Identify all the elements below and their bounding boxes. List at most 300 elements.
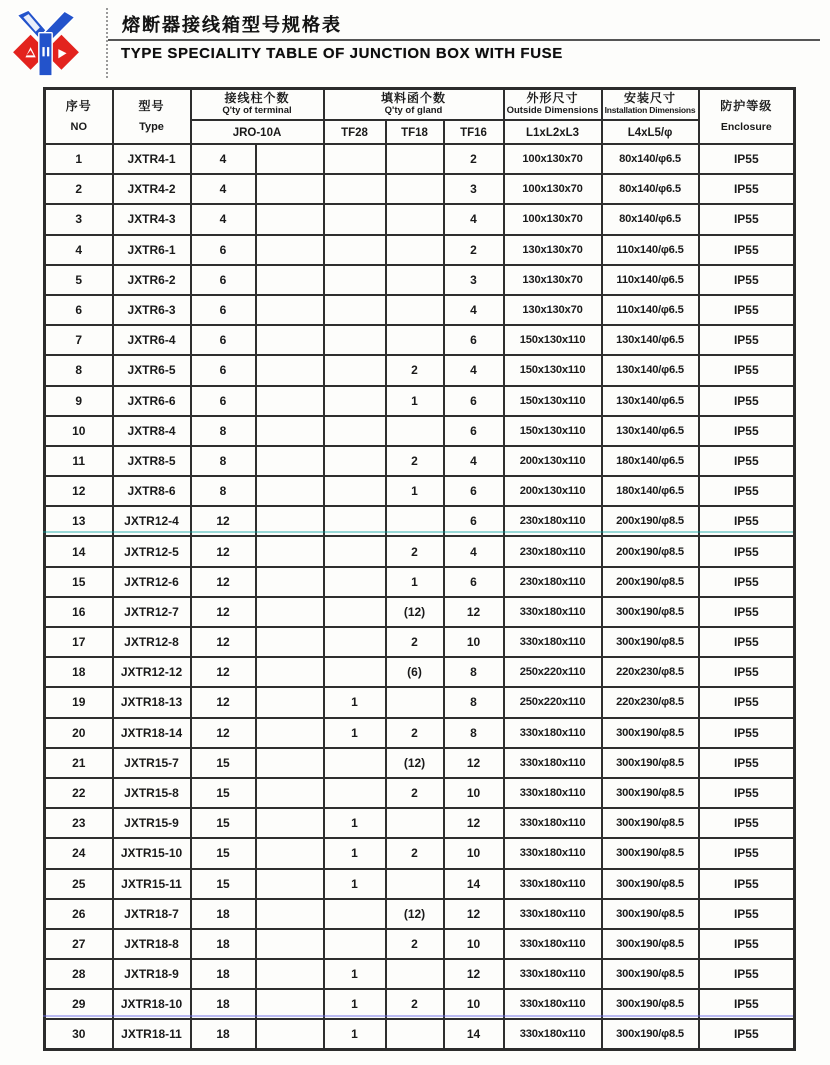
cell-tf16: 8 bbox=[444, 718, 504, 748]
cell-tf18: (12) bbox=[386, 597, 444, 627]
cell-terminal_b bbox=[256, 446, 324, 476]
cell-type: JXTR6-1 bbox=[113, 235, 191, 265]
cell-tf28: 1 bbox=[324, 989, 386, 1019]
cell-terminal: 12 bbox=[191, 657, 256, 687]
cell-enclosure: IP55 bbox=[699, 355, 795, 385]
cell-tf18 bbox=[386, 506, 444, 536]
cell-tf16: 8 bbox=[444, 657, 504, 687]
cell-type: JXTR18-14 bbox=[113, 718, 191, 748]
cell-tf16: 6 bbox=[444, 567, 504, 597]
table-row bbox=[45, 446, 795, 476]
cell-tf18 bbox=[386, 204, 444, 234]
cell-outside: 100x130x70 bbox=[504, 174, 602, 204]
cell-enclosure: IP55 bbox=[699, 748, 795, 778]
cell-install: 300x190/φ8.5 bbox=[602, 959, 699, 989]
cell-tf28: 1 bbox=[324, 869, 386, 899]
cell-install: 80x140/φ6.5 bbox=[602, 144, 699, 174]
cell-outside: 200x130x110 bbox=[504, 476, 602, 506]
cell-terminal_b bbox=[256, 959, 324, 989]
cell-tf28 bbox=[324, 567, 386, 597]
cell-tf16: 10 bbox=[444, 778, 504, 808]
cell-tf18 bbox=[386, 416, 444, 446]
page-title-zh: 熔断器接线箱型号规格表 bbox=[122, 15, 342, 35]
cell-outside: 330x180x110 bbox=[504, 899, 602, 929]
col-header-terminal: 接线柱个数 Q'ty of terminal bbox=[191, 89, 324, 120]
cell-terminal_b bbox=[256, 627, 324, 657]
brand-logo-icon bbox=[13, 8, 79, 80]
cell-type: JXTR6-6 bbox=[113, 386, 191, 416]
table-row bbox=[45, 718, 795, 748]
cell-tf16: 6 bbox=[444, 506, 504, 536]
cell-tf16: 8 bbox=[444, 687, 504, 717]
table-body bbox=[45, 144, 795, 1050]
cell-terminal_b bbox=[256, 416, 324, 446]
cell-outside: 330x180x110 bbox=[504, 838, 602, 868]
spec-table bbox=[43, 87, 796, 1051]
cell-tf16: 10 bbox=[444, 627, 504, 657]
cell-enclosure: IP55 bbox=[699, 687, 795, 717]
cell-install: 180x140/φ6.5 bbox=[602, 476, 699, 506]
cell-no: 24 bbox=[45, 838, 113, 868]
cell-tf28: 1 bbox=[324, 1019, 386, 1049]
cell-tf28 bbox=[324, 265, 386, 295]
table-row bbox=[45, 748, 795, 778]
cell-tf28: 1 bbox=[324, 687, 386, 717]
cell-tf28 bbox=[324, 386, 386, 416]
cell-tf28 bbox=[324, 536, 386, 566]
cell-terminal: 8 bbox=[191, 416, 256, 446]
cell-terminal_b bbox=[256, 899, 324, 929]
cell-outside: 230x180x110 bbox=[504, 567, 602, 597]
col-header-no: 序号 NO bbox=[45, 89, 113, 145]
cell-install: 110x140/φ6.5 bbox=[602, 235, 699, 265]
table-row bbox=[45, 567, 795, 597]
cell-terminal: 18 bbox=[191, 899, 256, 929]
cell-terminal: 12 bbox=[191, 687, 256, 717]
cell-enclosure: IP55 bbox=[699, 386, 795, 416]
cell-tf16: 12 bbox=[444, 748, 504, 778]
cell-tf18 bbox=[386, 174, 444, 204]
cell-no: 13 bbox=[45, 506, 113, 536]
cell-terminal: 6 bbox=[191, 386, 256, 416]
cell-install: 180x140/φ6.5 bbox=[602, 446, 699, 476]
table-row bbox=[45, 657, 795, 687]
cell-no: 7 bbox=[45, 325, 113, 355]
cell-install: 300x190/φ8.5 bbox=[602, 929, 699, 959]
cell-type: JXTR15-8 bbox=[113, 778, 191, 808]
cell-terminal: 12 bbox=[191, 597, 256, 627]
table-row bbox=[45, 838, 795, 868]
cell-tf28: 1 bbox=[324, 718, 386, 748]
cell-terminal: 6 bbox=[191, 235, 256, 265]
cell-tf18 bbox=[386, 144, 444, 174]
cell-tf18: 1 bbox=[386, 386, 444, 416]
cell-outside: 150x130x110 bbox=[504, 355, 602, 385]
cell-install: 300x190/φ8.5 bbox=[602, 808, 699, 838]
table-row bbox=[45, 295, 795, 325]
table-row bbox=[45, 597, 795, 627]
cell-no: 9 bbox=[45, 386, 113, 416]
cell-install: 300x190/φ8.5 bbox=[602, 597, 699, 627]
cell-type: JXTR6-3 bbox=[113, 295, 191, 325]
cell-terminal_b bbox=[256, 506, 324, 536]
cell-no: 27 bbox=[45, 929, 113, 959]
cell-no: 22 bbox=[45, 778, 113, 808]
cell-terminal_b bbox=[256, 1019, 324, 1049]
cell-tf16: 4 bbox=[444, 355, 504, 385]
cell-install: 220x230/φ8.5 bbox=[602, 657, 699, 687]
cell-install: 200x190/φ8.5 bbox=[602, 506, 699, 536]
table-row bbox=[45, 989, 795, 1019]
cell-tf28 bbox=[324, 235, 386, 265]
cell-outside: 330x180x110 bbox=[504, 597, 602, 627]
cell-tf18: 1 bbox=[386, 567, 444, 597]
cell-type: JXTR12-12 bbox=[113, 657, 191, 687]
cell-terminal_b bbox=[256, 567, 324, 597]
cell-no: 14 bbox=[45, 536, 113, 566]
cell-tf16: 4 bbox=[444, 295, 504, 325]
cell-terminal: 4 bbox=[191, 174, 256, 204]
cell-enclosure: IP55 bbox=[699, 265, 795, 295]
cell-type: JXTR18-13 bbox=[113, 687, 191, 717]
cell-tf18 bbox=[386, 265, 444, 295]
cell-enclosure: IP55 bbox=[699, 476, 795, 506]
cell-enclosure: IP55 bbox=[699, 325, 795, 355]
cell-tf28: 1 bbox=[324, 808, 386, 838]
cell-terminal: 15 bbox=[191, 748, 256, 778]
table-row bbox=[45, 959, 795, 989]
cell-type: JXTR6-2 bbox=[113, 265, 191, 295]
cell-terminal_b bbox=[256, 355, 324, 385]
cell-terminal: 12 bbox=[191, 627, 256, 657]
cell-no: 12 bbox=[45, 476, 113, 506]
cell-terminal_b bbox=[256, 295, 324, 325]
cell-install: 110x140/φ6.5 bbox=[602, 295, 699, 325]
cell-tf28 bbox=[324, 929, 386, 959]
cell-tf18 bbox=[386, 235, 444, 265]
cell-tf18 bbox=[386, 808, 444, 838]
cell-terminal: 12 bbox=[191, 718, 256, 748]
cell-tf18: 2 bbox=[386, 446, 444, 476]
cell-enclosure: IP55 bbox=[699, 899, 795, 929]
cell-tf28 bbox=[324, 627, 386, 657]
cell-outside: 250x220x110 bbox=[504, 657, 602, 687]
cell-tf28 bbox=[324, 204, 386, 234]
cell-tf16: 10 bbox=[444, 989, 504, 1019]
cell-terminal: 4 bbox=[191, 204, 256, 234]
table-row bbox=[45, 536, 795, 566]
cell-tf28 bbox=[324, 899, 386, 929]
cell-install: 220x230/φ8.5 bbox=[602, 687, 699, 717]
cell-terminal_b bbox=[256, 174, 324, 204]
cell-type: JXTR18-9 bbox=[113, 959, 191, 989]
cell-install: 130x140/φ6.5 bbox=[602, 325, 699, 355]
cell-tf18 bbox=[386, 325, 444, 355]
cell-tf28 bbox=[324, 778, 386, 808]
cell-type: JXTR18-11 bbox=[113, 1019, 191, 1049]
cell-terminal_b bbox=[256, 325, 324, 355]
cell-enclosure: IP55 bbox=[699, 869, 795, 899]
cell-no: 17 bbox=[45, 627, 113, 657]
table-row bbox=[45, 144, 795, 174]
cell-tf16: 6 bbox=[444, 325, 504, 355]
cell-type: JXTR12-6 bbox=[113, 567, 191, 597]
cell-type: JXTR4-2 bbox=[113, 174, 191, 204]
cell-no: 21 bbox=[45, 748, 113, 778]
cell-terminal_b bbox=[256, 204, 324, 234]
table-row bbox=[45, 386, 795, 416]
cell-terminal_b bbox=[256, 476, 324, 506]
cell-tf16: 2 bbox=[444, 235, 504, 265]
cell-no: 18 bbox=[45, 657, 113, 687]
cell-tf18: 2 bbox=[386, 536, 444, 566]
header-vertical-divider bbox=[106, 8, 108, 78]
col-header-gland: 填料函个数 Q'ty of gland bbox=[324, 89, 504, 120]
cell-terminal: 15 bbox=[191, 808, 256, 838]
cell-install: 130x140/φ6.5 bbox=[602, 355, 699, 385]
table-row bbox=[45, 808, 795, 838]
cell-terminal_b bbox=[256, 536, 324, 566]
cell-terminal_b bbox=[256, 386, 324, 416]
cell-outside: 130x130x70 bbox=[504, 295, 602, 325]
cell-enclosure: IP55 bbox=[699, 416, 795, 446]
cell-tf28 bbox=[324, 748, 386, 778]
cell-tf18 bbox=[386, 869, 444, 899]
cell-outside: 330x180x110 bbox=[504, 989, 602, 1019]
table-row bbox=[45, 627, 795, 657]
cell-type: JXTR12-5 bbox=[113, 536, 191, 566]
cell-tf18 bbox=[386, 687, 444, 717]
cell-no: 1 bbox=[45, 144, 113, 174]
cell-tf18: 2 bbox=[386, 355, 444, 385]
cell-tf16: 12 bbox=[444, 808, 504, 838]
cell-terminal: 15 bbox=[191, 869, 256, 899]
cell-type: JXTR8-5 bbox=[113, 446, 191, 476]
cell-install: 300x190/φ8.5 bbox=[602, 778, 699, 808]
cell-tf28 bbox=[324, 355, 386, 385]
cell-no: 4 bbox=[45, 235, 113, 265]
cell-no: 28 bbox=[45, 959, 113, 989]
cell-terminal_b bbox=[256, 718, 324, 748]
cell-enclosure: IP55 bbox=[699, 959, 795, 989]
cell-terminal: 6 bbox=[191, 295, 256, 325]
cell-tf18: 2 bbox=[386, 627, 444, 657]
cell-enclosure: IP55 bbox=[699, 1019, 795, 1049]
header-divider bbox=[108, 39, 820, 41]
col-header-enclosure: 防护等级 Enclosure bbox=[699, 89, 795, 145]
cell-outside: 330x180x110 bbox=[504, 718, 602, 748]
cell-tf16: 10 bbox=[444, 929, 504, 959]
table-row bbox=[45, 416, 795, 446]
cell-tf18 bbox=[386, 959, 444, 989]
cell-outside: 330x180x110 bbox=[504, 959, 602, 989]
cell-install: 300x190/φ8.5 bbox=[602, 1019, 699, 1049]
cell-terminal_b bbox=[256, 265, 324, 295]
cell-type: JXTR8-6 bbox=[113, 476, 191, 506]
cell-terminal_b bbox=[256, 235, 324, 265]
cell-enclosure: IP55 bbox=[699, 174, 795, 204]
cell-type: JXTR15-10 bbox=[113, 838, 191, 868]
cell-terminal_b bbox=[256, 989, 324, 1019]
cell-type: JXTR6-5 bbox=[113, 355, 191, 385]
cell-no: 29 bbox=[45, 989, 113, 1019]
subheader-tf16: TF16 bbox=[444, 120, 504, 144]
cell-tf16: 12 bbox=[444, 899, 504, 929]
cell-no: 8 bbox=[45, 355, 113, 385]
cell-outside: 150x130x110 bbox=[504, 325, 602, 355]
cell-tf18: (12) bbox=[386, 899, 444, 929]
cell-tf28 bbox=[324, 416, 386, 446]
cell-no: 5 bbox=[45, 265, 113, 295]
cell-type: JXTR18-10 bbox=[113, 989, 191, 1019]
cell-terminal_b bbox=[256, 597, 324, 627]
cell-terminal: 6 bbox=[191, 355, 256, 385]
subheader-l4l5: L4xL5/φ bbox=[602, 120, 699, 144]
cell-no: 20 bbox=[45, 718, 113, 748]
cell-no: 2 bbox=[45, 174, 113, 204]
cell-type: JXTR12-4 bbox=[113, 506, 191, 536]
cell-terminal_b bbox=[256, 748, 324, 778]
col-header-outside: 外形尺寸 Outside Dimensions bbox=[504, 89, 602, 120]
col-header-type: 型号 Type bbox=[113, 89, 191, 145]
cell-tf16: 3 bbox=[444, 265, 504, 295]
table-row bbox=[45, 869, 795, 899]
cell-no: 25 bbox=[45, 869, 113, 899]
cell-outside: 150x130x110 bbox=[504, 386, 602, 416]
cell-tf28 bbox=[324, 174, 386, 204]
cell-tf18: 1 bbox=[386, 476, 444, 506]
cell-outside: 330x180x110 bbox=[504, 778, 602, 808]
cell-tf28: 1 bbox=[324, 959, 386, 989]
cell-terminal_b bbox=[256, 778, 324, 808]
table-row bbox=[45, 1019, 795, 1049]
cell-terminal: 8 bbox=[191, 446, 256, 476]
cell-tf16: 6 bbox=[444, 416, 504, 446]
cell-install: 300x190/φ8.5 bbox=[602, 899, 699, 929]
cell-terminal_b bbox=[256, 657, 324, 687]
cell-tf18 bbox=[386, 295, 444, 325]
cell-tf28 bbox=[324, 144, 386, 174]
col-header-install: 安装尺寸 Installation Dimensions bbox=[602, 89, 699, 120]
cell-outside: 150x130x110 bbox=[504, 416, 602, 446]
cell-tf16: 12 bbox=[444, 597, 504, 627]
cell-install: 300x190/φ8.5 bbox=[602, 869, 699, 899]
cell-enclosure: IP55 bbox=[699, 506, 795, 536]
cell-terminal: 18 bbox=[191, 989, 256, 1019]
cell-tf18: 2 bbox=[386, 778, 444, 808]
cell-tf16: 4 bbox=[444, 536, 504, 566]
cell-tf18: (12) bbox=[386, 748, 444, 778]
table-row bbox=[45, 174, 795, 204]
cell-install: 300x190/φ8.5 bbox=[602, 718, 699, 748]
cell-tf18: (6) bbox=[386, 657, 444, 687]
cell-type: JXTR6-4 bbox=[113, 325, 191, 355]
cell-tf28 bbox=[324, 657, 386, 687]
cell-install: 80x140/φ6.5 bbox=[602, 204, 699, 234]
cell-tf16: 10 bbox=[444, 838, 504, 868]
cell-no: 11 bbox=[45, 446, 113, 476]
table-row bbox=[45, 778, 795, 808]
cell-outside: 330x180x110 bbox=[504, 1019, 602, 1049]
cell-outside: 330x180x110 bbox=[504, 627, 602, 657]
cell-no: 19 bbox=[45, 687, 113, 717]
table-row bbox=[45, 506, 795, 536]
cell-tf28 bbox=[324, 325, 386, 355]
cell-type: JXTR4-3 bbox=[113, 204, 191, 234]
cell-tf18: 2 bbox=[386, 989, 444, 1019]
table-row bbox=[45, 687, 795, 717]
cell-install: 110x140/φ6.5 bbox=[602, 265, 699, 295]
cell-install: 200x190/φ8.5 bbox=[602, 567, 699, 597]
cell-enclosure: IP55 bbox=[699, 295, 795, 325]
cell-tf16: 4 bbox=[444, 204, 504, 234]
table-row bbox=[45, 265, 795, 295]
cell-terminal: 6 bbox=[191, 265, 256, 295]
cell-outside: 200x130x110 bbox=[504, 446, 602, 476]
cell-terminal: 12 bbox=[191, 567, 256, 597]
page-title-en: TYPE SPECIALITY TABLE OF JUNCTION BOX WITH FUSE bbox=[121, 45, 563, 62]
cell-tf16: 14 bbox=[444, 1019, 504, 1049]
subheader-l1l2l3: L1xL2xL3 bbox=[504, 120, 602, 144]
cell-enclosure: IP55 bbox=[699, 567, 795, 597]
page-header bbox=[0, 0, 830, 86]
cell-enclosure: IP55 bbox=[699, 536, 795, 566]
cell-enclosure: IP55 bbox=[699, 627, 795, 657]
table-row bbox=[45, 235, 795, 265]
cell-terminal: 12 bbox=[191, 506, 256, 536]
cell-type: JXTR8-4 bbox=[113, 416, 191, 446]
cell-terminal_b bbox=[256, 808, 324, 838]
cell-tf18: 2 bbox=[386, 718, 444, 748]
cell-enclosure: IP55 bbox=[699, 597, 795, 627]
cell-enclosure: IP55 bbox=[699, 718, 795, 748]
cell-enclosure: IP55 bbox=[699, 808, 795, 838]
cell-enclosure: IP55 bbox=[699, 446, 795, 476]
cell-install: 300x190/φ8.5 bbox=[602, 838, 699, 868]
cell-install: 300x190/φ8.5 bbox=[602, 748, 699, 778]
table-header bbox=[45, 89, 795, 145]
cell-no: 15 bbox=[45, 567, 113, 597]
cell-no: 26 bbox=[45, 899, 113, 929]
cell-tf18: 2 bbox=[386, 929, 444, 959]
cell-terminal_b bbox=[256, 838, 324, 868]
cell-enclosure: IP55 bbox=[699, 838, 795, 868]
cell-outside: 330x180x110 bbox=[504, 748, 602, 778]
cell-terminal_b bbox=[256, 929, 324, 959]
table-row bbox=[45, 355, 795, 385]
subheader-jro10a: JRO-10A bbox=[191, 120, 324, 144]
cell-outside: 330x180x110 bbox=[504, 808, 602, 838]
cell-tf16: 14 bbox=[444, 869, 504, 899]
cell-terminal: 18 bbox=[191, 929, 256, 959]
cell-no: 23 bbox=[45, 808, 113, 838]
cell-outside: 330x180x110 bbox=[504, 929, 602, 959]
cell-type: JXTR15-11 bbox=[113, 869, 191, 899]
cell-type: JXTR4-1 bbox=[113, 144, 191, 174]
cell-outside: 130x130x70 bbox=[504, 235, 602, 265]
cell-outside: 100x130x70 bbox=[504, 204, 602, 234]
cell-terminal_b bbox=[256, 144, 324, 174]
cell-enclosure: IP55 bbox=[699, 657, 795, 687]
cell-tf16: 4 bbox=[444, 446, 504, 476]
cell-no: 3 bbox=[45, 204, 113, 234]
cell-terminal: 18 bbox=[191, 959, 256, 989]
cell-terminal: 12 bbox=[191, 536, 256, 566]
cell-tf28 bbox=[324, 597, 386, 627]
cell-terminal_b bbox=[256, 869, 324, 899]
cell-outside: 230x180x110 bbox=[504, 536, 602, 566]
cell-type: JXTR18-8 bbox=[113, 929, 191, 959]
